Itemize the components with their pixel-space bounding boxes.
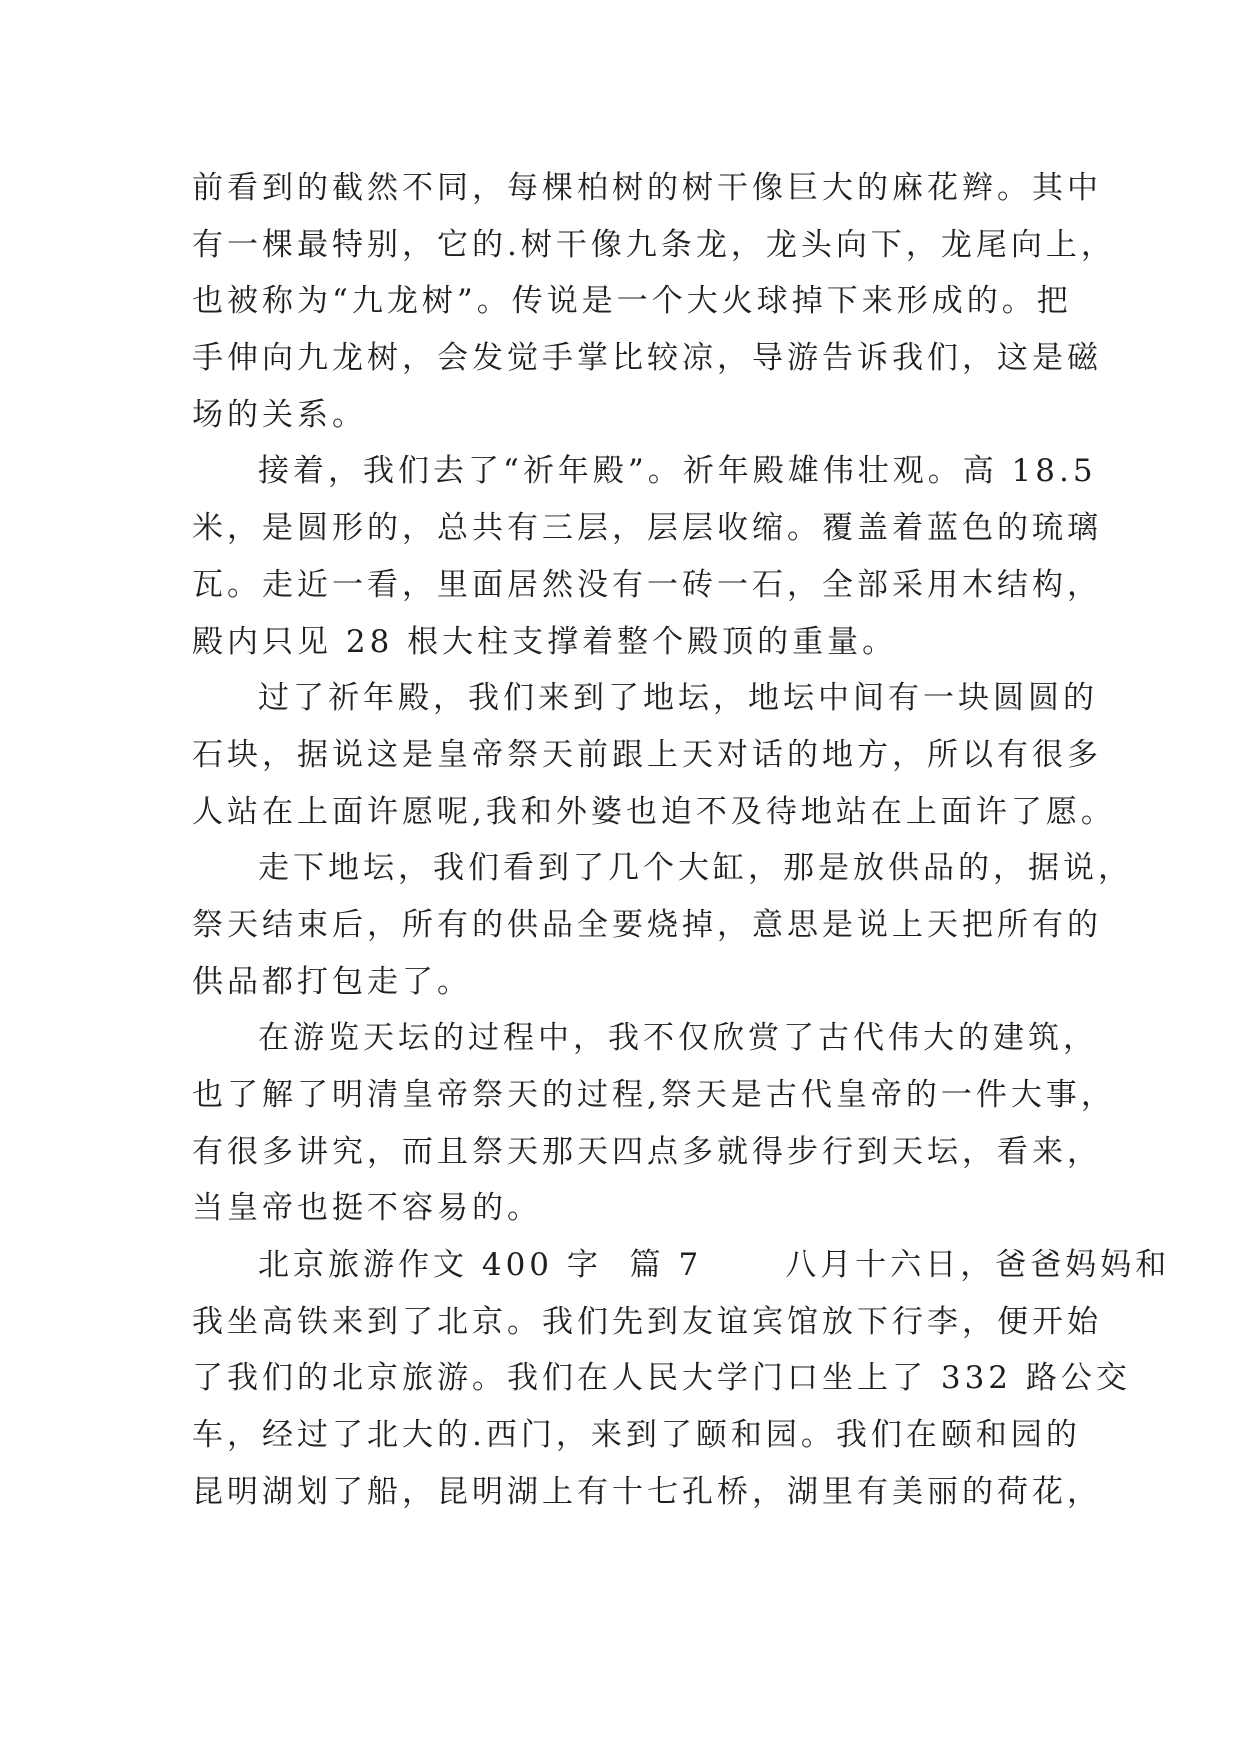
text-line: 也了解了明清皇帝祭天的过程,祭天是古代皇帝的一件大事， — [192, 1077, 1116, 1113]
text-line: 也被称为“九龙树”。传说是一个大火球掉下来形成的。把 — [192, 283, 1072, 320]
text-line: 石块，据说这是皇帝祭天前跟上天对话的地方，所以有很多 — [192, 736, 1102, 773]
text-line: 当皇帝也挺不容易的。 — [192, 1190, 542, 1227]
text-line: 前看到的截然不同，每棵柏树的树干像巨大的麻花辫。其中 — [192, 170, 1102, 206]
section-heading-line: 北京旅游作文 400 字 篇 7 八月十六日，爸爸妈妈和 — [258, 1247, 1171, 1284]
document-body — [192, 160, 1171, 1521]
text-line: 祭天结束后，所有的供品全要烧掉，意思是说上天把所有的 — [192, 906, 1102, 943]
paragraph-start-line: 过了祈年殿，我们来到了地坛，地坛中间有一块圆圆的 — [258, 680, 1098, 717]
paragraph-start-line: 接着，我们去了“祈年殿”。祈年殿雄伟壮观。高 18.5 — [258, 453, 1097, 490]
text-line: 我坐高铁来到了北京。我们先到友谊宾馆放下行李，便开始 — [192, 1303, 1102, 1340]
text-line: 有一棵最特别，它的.树干像九条龙，龙头向下，龙尾向上， — [192, 226, 1116, 263]
text-line: 人站在上面许愿呢,我和外婆也迫不及待地站在上面许了愿。 — [192, 793, 1116, 830]
text-line: 有很多讲究，而且祭天那天四点多就得步行到天坛，看来， — [192, 1133, 1102, 1170]
text-line: 昆明湖划了船，昆明湖上有十七孔桥，湖里有美丽的荷花， — [192, 1473, 1102, 1510]
paragraph-start-line: 在游览天坛的过程中，我不仅欣赏了古代伟大的建筑， — [258, 1020, 1098, 1057]
text-line: 车，经过了北大的.西门，来到了颐和园。我们在颐和园的 — [192, 1417, 1081, 1454]
text-line: 殿内只见 28 根大柱支撑着整个殿顶的重量。 — [192, 623, 898, 660]
text-line: 了我们的北京旅游。我们在人民大学门口坐上了 332 路公交 — [192, 1360, 1131, 1397]
text-line: 供品都打包走了。 — [192, 963, 472, 1000]
paragraph-start-line: 走下地坛，我们看到了几个大缸，那是放供品的，据说， — [258, 850, 1133, 887]
text-line: 瓦。走近一看，里面居然没有一砖一石，全部采用木结构， — [192, 566, 1102, 603]
text-line: 米，是圆形的，总共有三层，层层收缩。覆盖着蓝色的琉璃 — [192, 510, 1102, 547]
text-line: 场的关系。 — [192, 396, 367, 433]
text-line: 手伸向九龙树，会发觉手掌比较凉，导游告诉我们，这是磁 — [192, 340, 1102, 377]
